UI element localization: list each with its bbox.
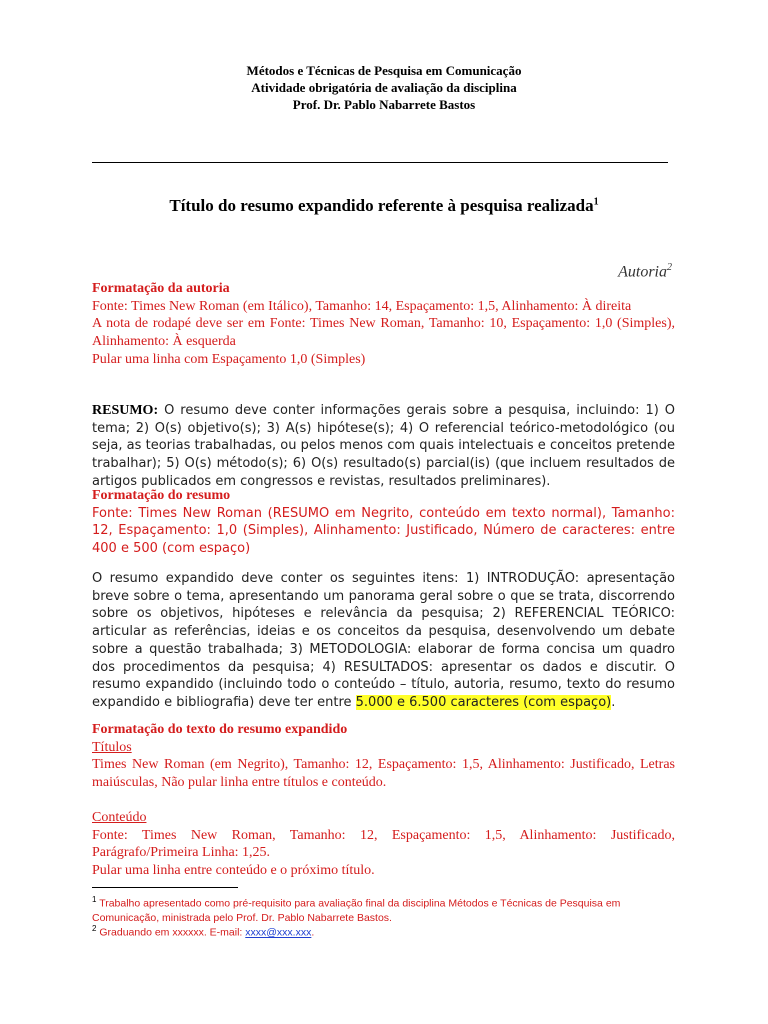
footnote-2-mark: 2	[92, 924, 97, 933]
resumo-format-text: Fonte: Times New Roman (RESUMO em Negrito, conteúdo em texto normal), Tamanho: 12, Espaçamento: 1,0 (Simples), Alinhamento: Justificado, Número de caracteres: entre 400 e 500 (com espaço)	[92, 505, 675, 557]
title-text: Título do resumo expandido referente à pesquisa realizada	[169, 196, 594, 215]
conteudo-text: Fonte: Times New Roman, Tamanho: 12, Espaçamento: 1,5, Alinhamento: Justificado, Parágrafo/Primeira Linha: 1,25.	[92, 827, 675, 861]
footnote-2	[92, 922, 675, 940]
resumo-format-section	[92, 487, 675, 558]
header	[0, 62, 768, 113]
character-count-highlight: 5.000 e 6.500 caracteres (com espaço)	[355, 694, 612, 710]
resumo-format-heading: Formatação do resumo	[92, 488, 231, 503]
footnote-divider	[92, 887, 238, 888]
footnote-2-end: .	[311, 926, 315, 939]
author-footnote-ref[interactable]: 2	[667, 262, 672, 273]
author-line	[618, 262, 672, 281]
conteudo-label: Conteúdo	[92, 809, 147, 825]
footnote-1-mark: 1	[92, 895, 97, 904]
expandido-text: O resumo expandido deve conter os seguintes itens: 1) INTRODUÇÃO: apresentação breve sobre o tema, apresentando um panorama geral sobre o que se trata, discorrendo sobre os objetivos, hipóteses e relevância da pesquisa; 2) REFERENCIAL TEÓRICO: articular as referências, ideias e os conceitos da pesquisa, desenvolvendo um debate sobre a questão trabalhada; 3) METODOLOGIA: elaborar de forma concisa um quadro dos procedimentos da pesquisa; 4) RESULTADOS: apresentar os dados e discutir. O resumo expandido (incluindo todo o conteúdo – título, autoria, resumo, texto do resumo expandido e bibliografia) deve ter entre	[92, 571, 675, 710]
footnote-2-text: Graduando em xxxxxx. E-mail:	[99, 926, 246, 939]
autoria-format-line3: Pular uma linha com Espaçamento 1,0 (Simples)	[92, 351, 366, 367]
titulos-label: Títulos	[92, 739, 132, 755]
resumo-section	[92, 402, 675, 491]
autoria-format-line1: Fonte: Times New Roman (em Itálico), Tamanho: 14, Espaçamento: 1,5, Alinhamento: À direita	[92, 298, 632, 314]
author-text: Autoria	[618, 263, 667, 281]
titulos-text: Times New Roman (em Negrito), Tamanho: 12, Espaçamento: 1,5, Alinhamento: Justificado, Letras maiúsculas, Não pular linha entre títulos e conteúdo.	[92, 757, 675, 791]
autoria-format-section	[92, 280, 675, 369]
conteudo-text2: Pular uma linha entre conteúdo e o próximo título.	[92, 862, 375, 878]
texto-format-section	[92, 721, 675, 880]
course-name: Métodos e Técnicas de Pesquisa em Comunicação	[246, 63, 522, 78]
title-footnote-ref[interactable]: 1	[593, 196, 599, 208]
document-title	[0, 196, 768, 216]
activity-description: Atividade obrigatória de avaliação da disciplina	[251, 80, 517, 95]
expandido-section	[92, 570, 675, 712]
autoria-format-line2: A nota de rodapé deve ser em Fonte: Times New Roman, Tamanho: 10, Espaçamento: 1,0 (Simples), Alinhamento: À esquerda	[92, 316, 675, 350]
email-link[interactable]: xxxx@xxx.xxx	[245, 926, 312, 939]
resumo-label: RESUMO:	[92, 403, 159, 418]
autoria-format-heading: Formatação da autoria	[92, 281, 230, 296]
spacer	[92, 792, 675, 809]
header-divider	[92, 162, 668, 163]
professor-name: Prof. Dr. Pablo Nabarrete Bastos	[292, 97, 476, 112]
footnote-1-text: Trabalho apresentado como pré-requisito para avaliação final da disciplina Métodos e Técnicas de Pesquisa em Comunicação, ministrada pelo Prof. Dr. Pablo Nabarrete Bastos.	[92, 897, 621, 924]
resumo-text: O resumo deve conter informações gerais sobre a pesquisa, incluindo: 1) O tema; 2) O(s) objetivo(s); 3) A(s) hipótese(s); 4) O referencial teórico-metodológico (ou seja, as teorias trabalhadas, ou pelos menos com quais intelectuais e conceitos pretende trabalhar); 5) O(s) método(s); 6) O(s) resultado(s) parcial(is) (que incluem resultados de artigos publicados em congressos e revistas, resultados preliminares).	[92, 403, 675, 489]
expandido-end: .	[611, 694, 616, 710]
texto-format-heading: Formatação do texto do resumo expandido	[92, 722, 348, 737]
footnote-1	[92, 893, 675, 925]
